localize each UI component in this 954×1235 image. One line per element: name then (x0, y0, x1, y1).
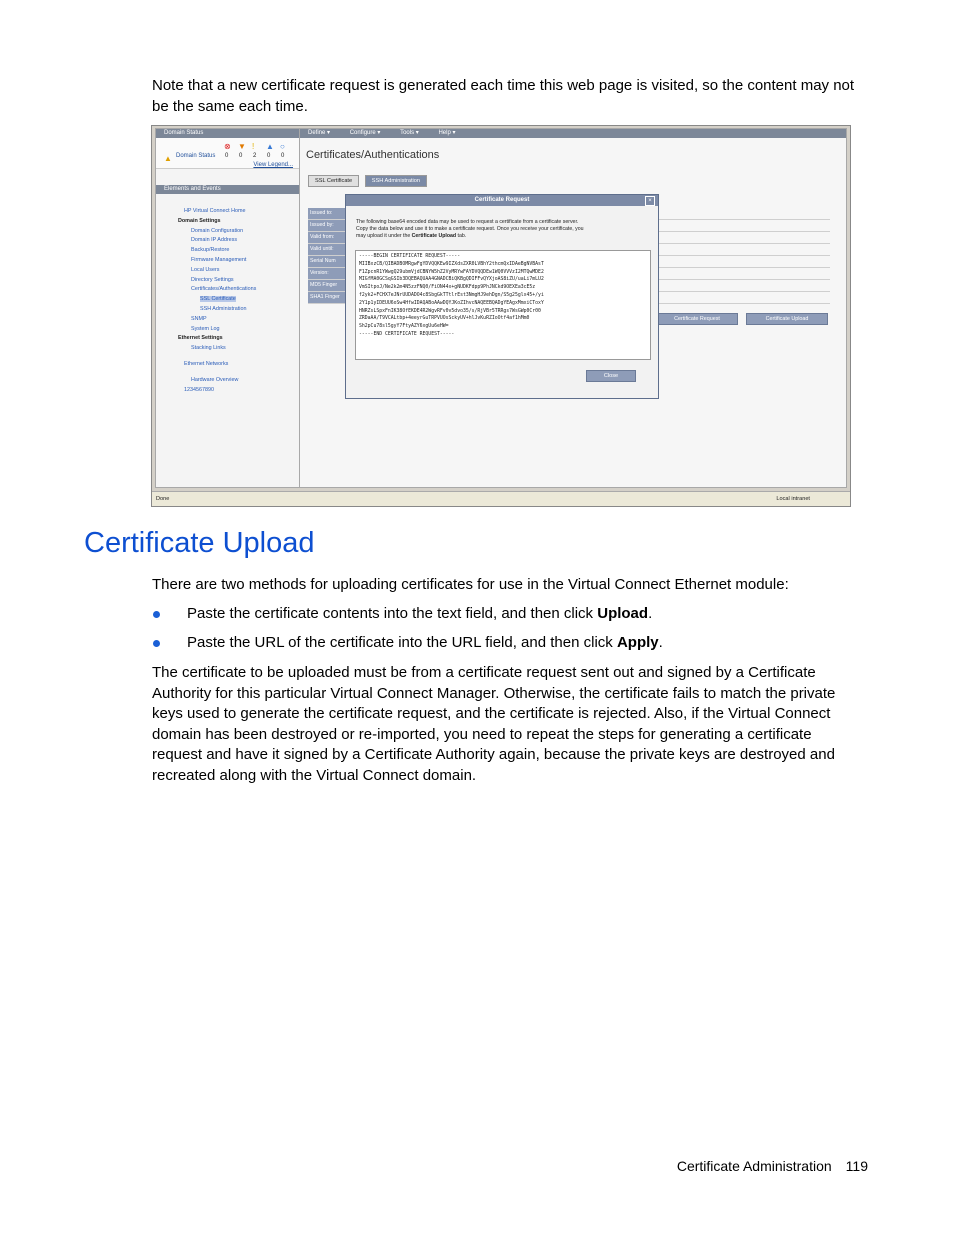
tree-item[interactable]: Ethernet Networks (184, 360, 229, 367)
tree-item[interactable]: 1234567890 (184, 386, 214, 393)
field-label: Serial Num (308, 256, 346, 267)
dialog-text-line (356, 233, 648, 240)
info-icon: ○ (280, 142, 285, 151)
tree-item[interactable]: Hardware Overview (191, 376, 239, 383)
tab-ssl-certificate[interactable]: SSL Certificate (308, 175, 359, 187)
tab-ssh-administration[interactable]: SSH Administration (365, 175, 427, 187)
bullet-icon (153, 611, 160, 618)
menu-help[interactable]: Help ▾ (438, 130, 456, 136)
page-footer (677, 1158, 868, 1174)
field-label: Issued to: (308, 208, 346, 219)
cert-line: -----END CERTIFICATE REQUEST----- (359, 331, 455, 337)
body-paragraph: The certificate to be uploaded must be from a certificate request sent out and signed by a Certificate Authority for this particular Virtual Connect Manager. Otherwise, the certificate fails to match the private keys used to generate the certificate request, and the certificate is rejected. Also, if the Virtual Connect domain has been destroyed or re-imported, you need to repeat the steps for generating a certificate request and have it signed by a Certificate Authority again, because the private keys are destroyed and recreated along with the Virtual Connect domain. (152, 664, 836, 784)
domain-status-label: Domain Status (176, 153, 216, 159)
tree-item[interactable]: Stacking Links (191, 345, 226, 352)
status-count: 0 (239, 153, 243, 159)
cert-line: MIGfMA0GCSqGSIb3DQEBAQUAA4GNADCBiQKBgQDIFFvQYXjoAS8iZU/uaLi7mLU2 (359, 277, 544, 283)
dialog-text-line: The following base64 encoded data may be used to request a certificate from a certificate server. (356, 219, 579, 225)
screenshot-figure (151, 125, 851, 507)
bullet-text-part: . (648, 605, 653, 622)
unknown-icon: ▲ (266, 142, 274, 151)
close-icon[interactable]: × (645, 196, 655, 206)
bullet-text (187, 633, 663, 653)
warning-icon: ▲ (164, 154, 172, 163)
tree-item[interactable]: SSH Administration (200, 305, 247, 312)
menu-define[interactable]: Define ▾ (308, 130, 331, 136)
status-count: 0 (225, 153, 229, 159)
tree-item[interactable]: Domain Configuration (191, 227, 244, 234)
tree-item[interactable]: Local Users (191, 266, 220, 273)
cert-line: HNRZsLSpxFnIK38OfEKDE4R2WgvRFv0v5dvo35/s/RjVBr5TRRgs7WsGWp0Cr00 (359, 308, 541, 314)
tree-item[interactable]: Domain Settings (178, 217, 221, 224)
tree-item-selected[interactable]: SSL Certificate (200, 296, 236, 303)
tree-item[interactable]: Directory Settings (191, 276, 234, 283)
tree-item[interactable]: Backup/Restore (191, 247, 230, 254)
field-label: Valid until: (308, 244, 346, 255)
status-count: 0 (267, 153, 271, 159)
close-button[interactable]: Close (586, 370, 636, 382)
certificate-request-dialog (345, 194, 659, 399)
tree-item[interactable]: Firmware Management (191, 256, 247, 263)
page-number: 119 (845, 1158, 868, 1174)
bullet-text-bold: Upload (597, 605, 649, 622)
field-label: Version: (308, 268, 346, 279)
bullet-text (187, 604, 652, 624)
tree-item[interactable]: Ethernet Settings (178, 335, 223, 342)
elements-events-header: Elements and Events (156, 185, 299, 194)
cert-line: Sh2pCu78sl5gyY7FtyAZY6xgUu6eHW= (359, 324, 449, 330)
cert-line: -----BEGIN CERTIFICATE REQUEST----- (359, 254, 461, 259)
field-label: Valid from: (308, 232, 346, 243)
domain-status-header: Domain Status (156, 129, 299, 138)
menu-configure[interactable]: Configure ▾ (349, 130, 381, 136)
dialog-text-line: Copy the data below and use it to make a certificate request. Once you receive your certificate, you (356, 226, 584, 232)
bullet-text-part: Paste the certificate contents into the text field, and then click (187, 605, 598, 622)
dialog-text-part: may upload it under the (356, 233, 412, 239)
section-heading: Certificate Upload (84, 527, 315, 559)
bullet-icon (153, 640, 160, 647)
bullet-text-bold: Apply (616, 634, 659, 651)
footer-section: Certificate Administration (676, 1158, 832, 1174)
tab-strip (308, 175, 431, 187)
tree-item[interactable]: HP Virtual Connect Home (184, 208, 246, 214)
domain-status-panel (156, 138, 299, 169)
menu-tools[interactable]: Tools ▾ (400, 130, 419, 136)
note-paragraph: Note that a new certificate request is generated each time this web page is visited, so the content may not be the same each time. (152, 77, 855, 115)
status-count: 0 (281, 153, 285, 159)
dialog-instructions (356, 219, 648, 240)
cert-line: ZRDaAA/T9VCALtbp+4eeyrGuTRPVUOsSckyUV+hlJvKuRZIoOtf4af1hMm0 (359, 316, 530, 322)
field-label: MD5 Finger (308, 280, 346, 291)
tree-item[interactable]: Domain IP Address (191, 237, 238, 244)
status-count: 2 (253, 153, 257, 159)
bullet-text-part: . (658, 634, 663, 651)
status-done: Done (156, 496, 170, 502)
menu-bar (300, 129, 846, 138)
left-pane (155, 128, 300, 488)
bullet-text-part: Paste the URL of the certificate into the URL field, and then click (187, 634, 617, 651)
field-label: SHA1 Finger (308, 292, 346, 303)
intro-paragraph: There are two methods for uploading certificates for use in the Virtual Connect Ethernet module: (152, 576, 789, 593)
tree-item[interactable]: SNMP (191, 315, 207, 322)
certificate-request-textarea[interactable] (355, 250, 651, 360)
view-legend-link[interactable]: View Legend... (253, 162, 293, 168)
cert-line: 2Y1p1yIDEUU6oSw4HfwIDAQABoAAwDQYJKoZIhvcNAQEEBQADgYEAgxMmxiCToxY (359, 300, 544, 306)
tree-item[interactable]: System Log (191, 325, 220, 332)
major-icon: ▼ (238, 142, 246, 151)
field-label: Issued by: (308, 220, 346, 231)
navigation-tree (164, 207, 256, 395)
tree-item[interactable]: Certificates/Authentications (191, 286, 257, 293)
dialog-text-bold: Certificate Upload (411, 233, 457, 239)
cert-line: MIIBxzCB/QIBADBOMRgwFgYDVQQKEw9IZXdsZXR0LVBhY2thcmQxIDAeBgNVBAsT (359, 261, 544, 267)
dialog-text-part: tab. (456, 233, 467, 239)
certificate-request-button[interactable]: Certificate Request (656, 313, 738, 325)
cert-line: VmSItpoJ/Ne2k2m4N5zzFNQ0/FiON44x+gNUDKFdpp9PhJNCkd9OEXEa3cE5z (359, 285, 536, 291)
cert-line: F1ZpcnR1YWwgQ29ubmVjdCBNYW5hZ2VyMRYwFAYDVQQDEw1WQ0VVVzI2MTQwMDE2 (359, 269, 544, 275)
page-title: Certificates/Authentications (306, 149, 440, 161)
status-zone: Local intranet (776, 496, 810, 502)
cert-line: f2yk2+FCHX7eJNrUUDADO4c8SbgGkTTtlrEst3NmgHJ9ehDgn/S5g25glx45+/yi (359, 292, 544, 298)
dialog-title: Certificate Request (346, 195, 658, 206)
browser-status-bar (152, 491, 850, 506)
critical-icon: ⊗ (224, 142, 231, 151)
certificate-upload-button[interactable]: Certificate Upload (746, 313, 828, 325)
minor-icon: ! (252, 142, 255, 151)
